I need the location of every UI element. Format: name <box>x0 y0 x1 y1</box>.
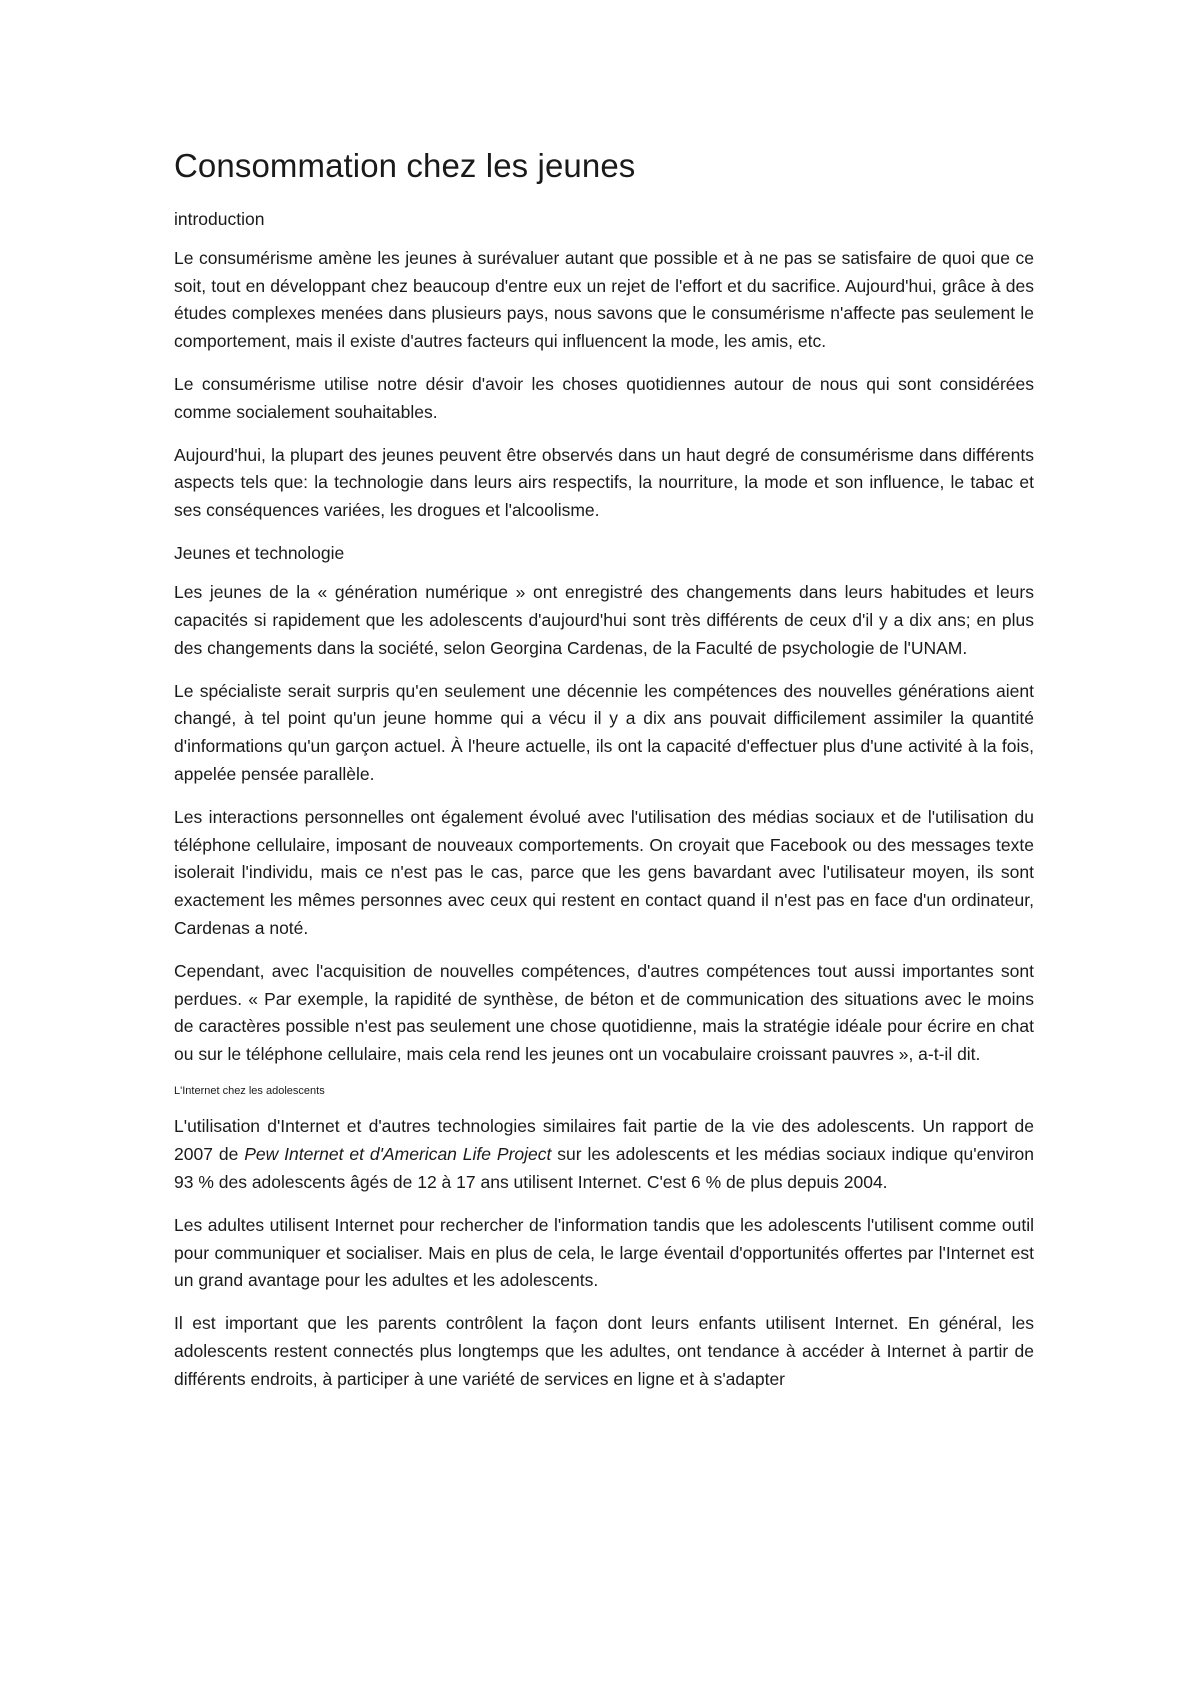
paragraph: Les adultes utilisent Internet pour rechercher de l'information tandis que les adolescents l'utilisent comme outil pour communiquer et socialiser. Mais en plus de cela, le large éventail d'opportunités offertes par l'Internet est un grand avantage pour les adultes et les adolescents. <box>174 1214 1034 1291</box>
report-name-italic: Pew Internet et d'American Life Project <box>244 1144 552 1165</box>
paragraph: Le consumérisme utilise notre désir d'avoir les choses quotidiennes autour de nous qui sont considérées comme socialement souhaitables. <box>174 374 1034 422</box>
paragraph: Les interactions personnelles ont également évolué avec l'utilisation des médias sociaux et de l'utilisation du téléphone cellulaire, imposant de nouveaux comportements. On croyait que Facebook ou des messages texte isolerait l'individu, mais ce n'est pas le cas, parce que les gens bavardant avec l'utilisateur moyen, ils sont exactement les mêmes personnes avec ceux qui restent en contact quand il n'est pas en face d'un ordinateur, Cardenas a noté. <box>174 806 1034 939</box>
paragraph: Il est important que les parents contrôlent la façon dont leurs enfants utilisent Internet. En général, les adolescents restent connectés plus longtemps que les adultes, ont tendance à accéder à Internet à partir de différents endroits, à participer à une variété de services en ligne et à s'adapter <box>174 1313 1034 1389</box>
paragraph <box>174 1113 1034 1196</box>
paragraph-text: L'utilisation d'Internet et d'autres technologies similaires fait partie de la vie des adolescents. Un rapport de 2007 de <box>174 1116 1034 1165</box>
paragraph: Les jeunes de la « génération numérique » ont enregistré des changements dans leurs habitudes et leurs capacités si rapidement que les adolescents d'aujourd'hui sont très différents de ceux d'il y a dix ans; en plus des changements dans la société, selon Georgina Cardenas, de la Faculté de psychologie de l'UNAM. <box>174 582 1034 658</box>
section-heading-internet-adolescents: L'Internet chez les adolescents <box>174 1085 325 1098</box>
paragraph: Aujourd'hui, la plupart des jeunes peuvent être observés dans un haut degré de consumérisme dans différents aspects tels que: la technologie dans leurs airs respectifs, la nourriture, la mode et son influence, le tabac et ses conséquences variées, les drogues et l'alcoolisme. <box>174 444 1034 521</box>
paragraph: Le spécialiste serait surpris qu'en seulement une décennie les compétences des nouvelles générations aient changé, à tel point qu'un jeune homme qui a vécu il y a dix ans pouvait difficilement assimiler la quantité d'informations qu'un garçon actuel. À l'heure actuelle, ils ont la capacité d'effectuer plus d'une activité à la fois, appelée pensée parallèle. <box>174 680 1034 785</box>
paragraph: Cependant, avec l'acquisition de nouvelles compétences, d'autres compétences tout aussi importantes sont perdues. « Par exemple, la rapidité de synthèse, de béton et de communication des situations avec le moins de caractères possible n'est pas seulement une chose quotidienne, mais la stratégie idéale pour écrire en chat ou sur le téléphone cellulaire, mais cela rend les jeunes ont un vocabulaire croissant pauvres », a-t-il dit. <box>174 960 1034 1065</box>
section-heading-introduction: introduction <box>174 208 265 229</box>
section-heading-jeunes-technologie: Jeunes et technologie <box>174 543 345 564</box>
paragraph-text: sur les adolescents et les médias sociaux indique qu'environ 93 % des adolescents âgés de 12 à 17 ans utilisent Internet. C'est 6 % de plus depuis 2004. <box>174 1144 1034 1192</box>
document-title: Consommation chez les jeunes <box>174 147 636 184</box>
paragraph: Le consumérisme amène les jeunes à surévaluer autant que possible et à ne pas se satisfaire de quoi que ce soit, tout en développant chez beaucoup d'entre eux un rejet de l'effort et du sacrifice. Aujourd'hui, grâce à des études complexes menées dans plusieurs pays, nous savons que le consumérisme n'affecte pas seulement le comportement, mais il existe d'autres facteurs qui influencent la mode, les amis, etc. <box>174 247 1034 352</box>
document-page <box>174 146 1034 1409</box>
